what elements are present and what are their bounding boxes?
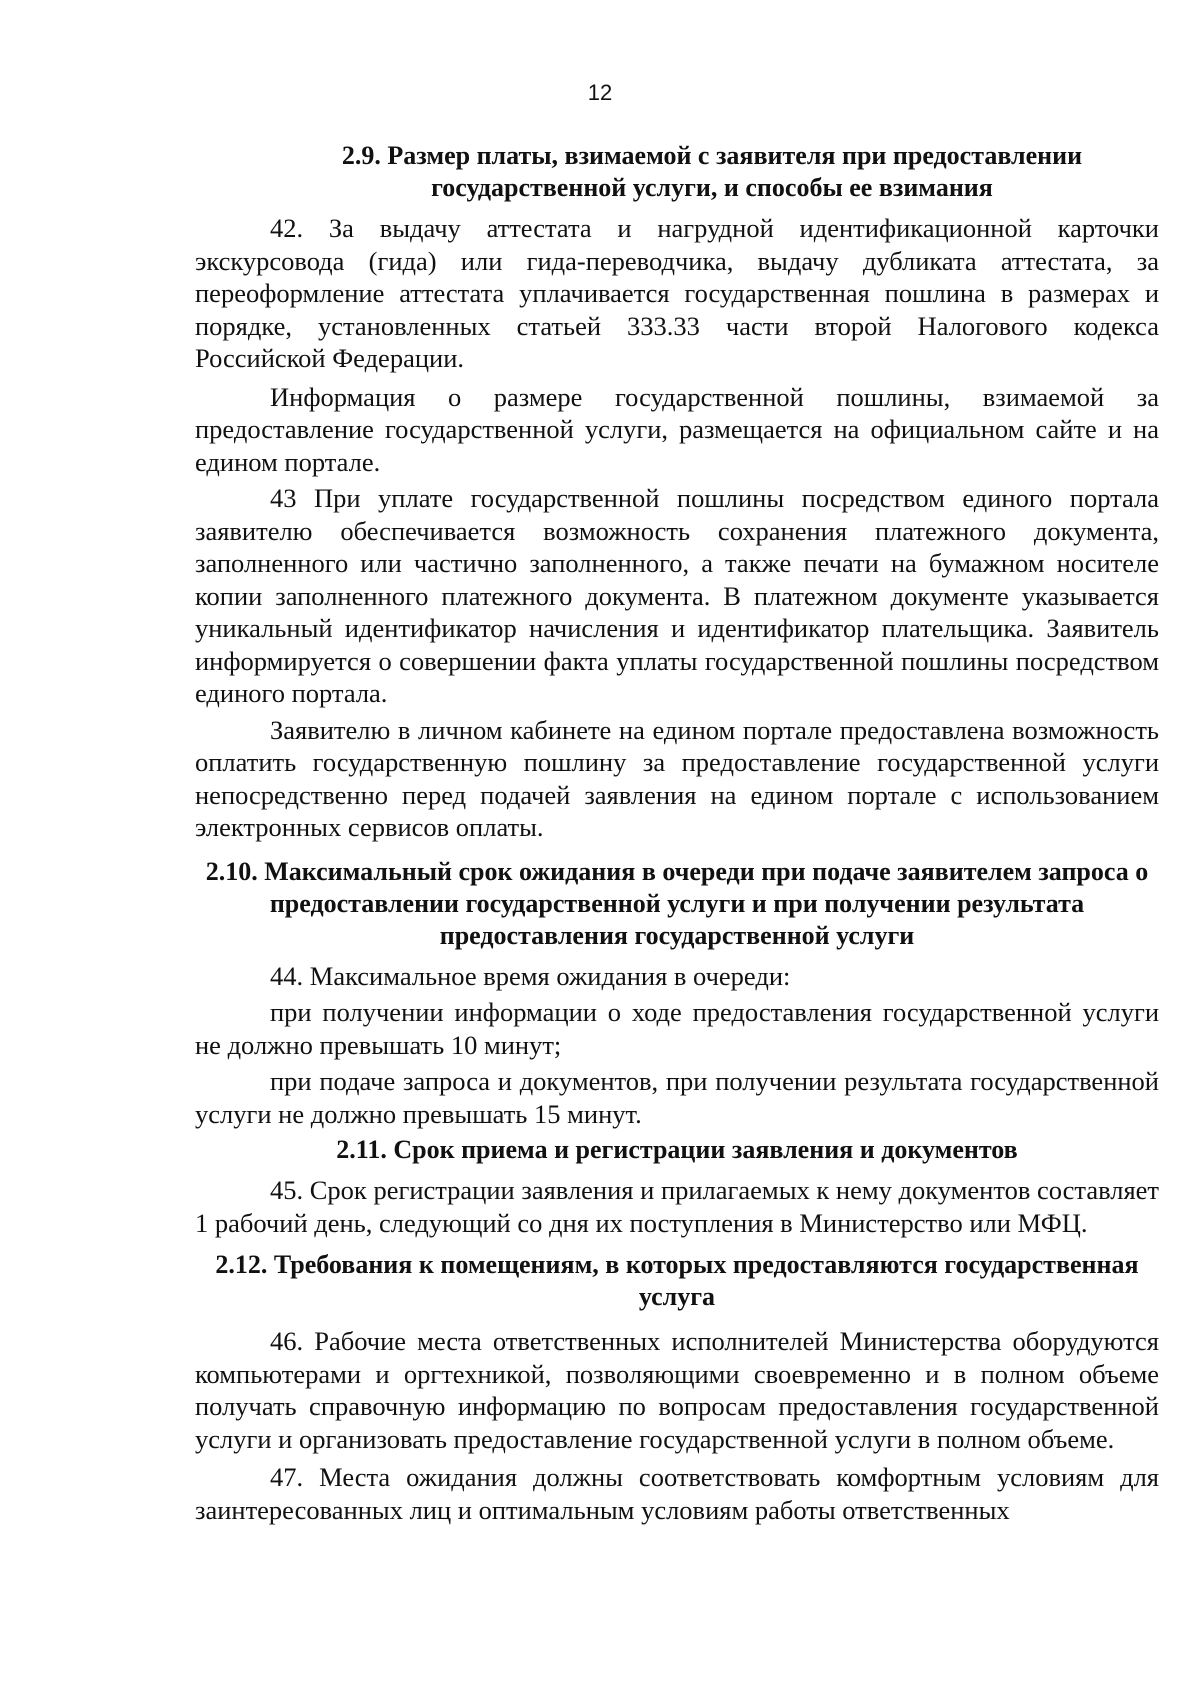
paragraph-43: 43 При уплате государственной пошлины посредством единого портала заявителю обеспечивается возможность сохранения платежного документа, заполненного или частично заполненного, а также печати на бумажном носителе копии заполненного платежного документа. В платежном документе указывается уникальный идентификатор начисления и идентификатор плательщика. Заявитель информируется о совершении факта уплаты государственной пошлины посредством единого портала. xyxy=(195,483,1159,708)
paragraph-wait-submit: при подаче запроса и документов, при получении результата государственной услуги не должно превышать 15 минут. xyxy=(195,1066,1159,1129)
document-body xyxy=(195,140,1159,1530)
paragraph-45: 45. Срок регистрации заявления и прилагаемых к нему документов составляет 1 рабочий день, следующий со дня их поступления в Министерство или МФЦ. xyxy=(195,1175,1159,1238)
page-number: 12 xyxy=(587,80,613,105)
paragraph-online-payment: Заявителю в личном кабинете на едином портале предоставлена возможность оплатить государственную пошлину за предоставление государственной услуги непосредственно перед подачей заявления на едином портале с использованием электронных сервисов оплаты. xyxy=(195,714,1159,842)
section-heading-2-10: 2.10. Максимальный срок ожидания в очереди при подаче заявителем запроса о предоставлении государственной услуги и при получении результата предоставления государственной услуги xyxy=(205,856,1149,950)
paragraph-47: 47. Места ожидания должны соответствовать комфортным условиям для заинтересованных лиц и оптимальным условиям работы ответственных xyxy=(195,1462,1159,1525)
paragraph-wait-info: при получении информации о ходе предоставления государственной услуги не должно превышать 10 минут; xyxy=(195,997,1159,1060)
paragraph-44: 44. Максимальное время ожидания в очереди: xyxy=(270,960,791,991)
paragraph-fee-info: Информация о размере государственной пошлины, взимаемой за предоставление государственной услуги, размещается на официальном сайте и на едином портале. xyxy=(195,381,1159,477)
paragraph-42: 42. За выдачу аттестата и нагрудной идентификационной карточки экскурсовода (гида) или гида-переводчика, выдачу дубликата аттестата, за переоформление аттестата уплачивается государственная пошлина в размерах и порядке, установленных статьей 333.33 части второй Налогового кодекса Российской Федерации. xyxy=(195,213,1159,373)
paragraph-46: 46. Рабочие места ответственных исполнителей Министерства оборудуются компьютерами и оргтехникой, позволяющими своевременно и в полном объеме получать справочную информацию по вопросам предоставления государственной услуги и организовать предоставление государственной услуги в полном объеме. xyxy=(195,1326,1159,1454)
section-heading-2-11: 2.11. Срок приема и регистрации заявления и документов xyxy=(336,1135,1018,1164)
section-heading-2-9: 2.9. Размер платы, взимаемой с заявителя при предоставлении государственной услуги, и способы ее взимания xyxy=(341,141,1083,202)
section-heading-2-12: 2.12. Требования к помещениям, в которых предоставляются государственная услуга xyxy=(215,1250,1139,1311)
